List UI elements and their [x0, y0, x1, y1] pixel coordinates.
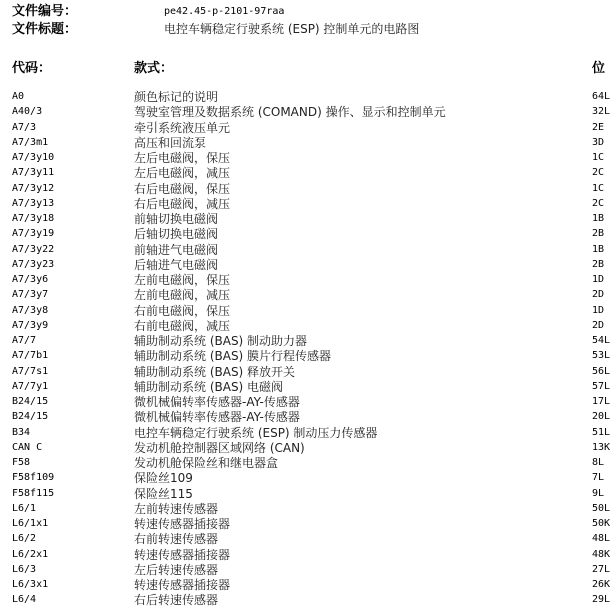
description-cell: 左前转速传感器	[134, 501, 219, 516]
code-cell: F58	[12, 457, 31, 468]
table-row	[0, 427, 608, 439]
description-cell: 转速传感器插接器	[134, 578, 231, 592]
code-cell: F58f115	[12, 487, 55, 499]
table-row	[0, 457, 608, 469]
code-cell: L6/4	[12, 594, 37, 606]
code-cell: A7/3y8	[12, 304, 49, 316]
table-row	[0, 289, 608, 301]
description-cell: 辅助制动系统 (BAS) 制动助力器	[134, 334, 308, 348]
position-cell: 17L	[592, 396, 610, 407]
position-cell: 7L	[592, 472, 605, 484]
description-cell: 辅助制动系统 (BAS) 释放开关	[134, 364, 296, 379]
position-cell: 13K	[592, 441, 610, 453]
table-row	[0, 442, 608, 454]
code-cell: L6/1x1	[12, 518, 49, 529]
code-cell: A7/3y7	[12, 289, 49, 301]
description-cell: 右前转速传感器	[134, 532, 219, 547]
position-cell: 50L	[592, 502, 610, 514]
code-cell: L6/1	[12, 502, 37, 514]
description-cell: 驾驶室管理及数据系统 (COMAND) 操作、显示和控制单元	[134, 105, 446, 120]
table-row	[0, 167, 608, 179]
code-cell: A7/3	[12, 121, 37, 133]
table-row	[0, 213, 608, 225]
table-row	[0, 320, 608, 332]
code-cell: A7/3y22	[12, 243, 55, 255]
description-cell: 左后电磁阀，减压	[134, 166, 231, 181]
position-cell: 27L	[592, 563, 610, 575]
table-row	[0, 518, 608, 530]
position-cell: 32L	[592, 106, 610, 118]
description-cell: 左前电磁阀，减压	[134, 288, 231, 303]
code-cell: L6/3x1	[12, 579, 49, 590]
position-cell: 51L	[592, 426, 610, 438]
description-cell: 发动机舱控制器区域网络 (CAN)	[134, 440, 305, 455]
position-cell: 2D	[592, 319, 605, 331]
column-header-position: 位	[592, 61, 606, 76]
position-cell: 2C	[592, 197, 605, 209]
table-row	[0, 350, 608, 362]
code-cell: F58f109	[12, 472, 55, 484]
doc-title-label: 文件标题：	[12, 22, 78, 37]
table-row	[0, 488, 608, 500]
description-cell: 微机械偏转率传感器-AY-传感器	[134, 395, 300, 409]
code-cell: A7/3y9	[12, 319, 49, 331]
column-header-description: 款式：	[134, 61, 174, 76]
doc-number-value: pe42.45-p-2101-97raa	[164, 6, 285, 17]
position-cell: 50K	[592, 518, 610, 529]
description-cell: 发动机舱保险丝和继电器盒	[134, 456, 279, 470]
position-cell: 57L	[592, 380, 610, 392]
table-row	[0, 335, 608, 347]
table-row	[0, 228, 608, 240]
code-cell: CAN C	[12, 441, 43, 453]
position-cell: 8L	[592, 457, 605, 468]
code-cell: A7/3y19	[12, 228, 55, 240]
code-cell: A7/7b1	[12, 350, 49, 362]
table-row	[0, 411, 608, 423]
code-cell: A40/3	[12, 106, 43, 118]
code-cell: A7/3y11	[12, 167, 55, 179]
description-cell: 右前电磁阀，减压	[134, 318, 231, 333]
table-row	[0, 183, 608, 195]
column-header-code: 代码：	[12, 61, 52, 76]
description-cell: 左前电磁阀，保压	[134, 273, 231, 287]
table-row	[0, 259, 608, 271]
code-cell: B34	[12, 426, 31, 438]
table-row	[0, 274, 608, 286]
code-cell: A7/3y6	[12, 274, 49, 285]
position-cell: 3D	[592, 136, 605, 148]
description-cell: 保险丝115	[134, 486, 193, 501]
table-row	[0, 122, 608, 134]
description-cell: 前轴切换电磁阀	[134, 212, 219, 226]
description-cell: 前轴进气电磁阀	[134, 242, 219, 257]
description-cell: 高压和回流泵	[134, 135, 207, 150]
description-cell: 左后电磁阀，保压	[134, 151, 231, 165]
code-cell: L6/2x1	[12, 548, 49, 560]
code-cell: A7/3y18	[12, 213, 55, 224]
table-row	[0, 366, 608, 378]
description-cell: 后轴切换电磁阀	[134, 227, 219, 242]
description-cell: 后轴进气电磁阀	[134, 257, 219, 272]
position-cell: 53L	[592, 350, 610, 362]
description-cell: 右前电磁阀，保压	[134, 303, 231, 318]
description-cell: 颜色标记的说明	[134, 90, 219, 104]
code-cell: L6/2	[12, 533, 37, 545]
table-row	[0, 91, 608, 103]
position-cell: 9L	[592, 487, 605, 499]
description-cell: 电控车辆稳定行驶系统 (ESP) 制动压力传感器	[134, 425, 378, 440]
code-cell: A7/7y1	[12, 380, 49, 392]
table-row	[0, 593, 610, 607]
table-row	[0, 106, 608, 118]
position-cell: 64L	[592, 91, 610, 102]
position-cell: 1B	[592, 213, 605, 224]
table-row	[0, 396, 608, 408]
code-cell: A7/3y13	[12, 197, 55, 209]
table-row	[0, 564, 608, 576]
code-cell: L6/3	[12, 563, 37, 575]
description-cell: 转速传感器插接器	[134, 547, 231, 562]
code-cell: A7/3y12	[12, 182, 55, 194]
table-row	[0, 305, 608, 317]
position-cell: 2B	[592, 258, 605, 270]
position-cell: 1B	[592, 243, 605, 255]
table-row	[0, 579, 608, 591]
code-cell: A7/7	[12, 335, 37, 346]
table-row	[0, 381, 608, 393]
position-cell: 2D	[592, 289, 605, 301]
table-row	[0, 198, 608, 210]
position-cell: 2C	[592, 167, 605, 179]
position-cell: 29L	[592, 594, 610, 606]
description-cell: 辅助制动系统 (BAS) 电磁阀	[134, 379, 284, 394]
position-cell: 48K	[592, 548, 610, 560]
position-cell: 2E	[592, 121, 605, 133]
doc-number-label: 文件编号：	[12, 4, 78, 19]
code-cell: A7/3y10	[12, 152, 55, 163]
doc-title-value: 电控车辆稳定行驶系统 (ESP) 控制单元的电路图	[164, 22, 420, 36]
position-cell: 48L	[592, 533, 610, 545]
description-cell: 保险丝109	[134, 471, 193, 486]
position-cell: 1C	[592, 152, 605, 163]
description-cell: 转速传感器插接器	[134, 517, 231, 531]
code-cell: A7/7s1	[12, 365, 49, 377]
description-cell: 左后转速传感器	[134, 562, 219, 577]
table-row	[0, 472, 608, 484]
position-cell: 56L	[592, 365, 610, 377]
description-cell: 微机械偏转率传感器-AY-传感器	[134, 410, 300, 425]
position-cell: 1D	[592, 274, 605, 285]
code-cell: A7/3m1	[12, 136, 49, 148]
position-cell: 2B	[592, 228, 605, 240]
table-row	[0, 533, 608, 545]
table-row	[0, 244, 608, 256]
code-cell: A7/3y23	[12, 258, 55, 270]
table-row	[0, 152, 608, 164]
position-cell: 1D	[592, 304, 605, 316]
table-row	[0, 549, 608, 561]
table-row	[0, 503, 608, 515]
description-cell: 右后电磁阀，保压	[134, 181, 231, 196]
position-cell: 20L	[592, 411, 610, 423]
position-cell: 1C	[592, 182, 605, 194]
table-row	[0, 137, 608, 149]
code-cell: A0	[12, 91, 25, 102]
description-cell: 右后电磁阀，减压	[134, 196, 231, 211]
description-cell: 牵引系统液压单元	[134, 120, 231, 135]
description-cell: 右后转速传感器	[134, 593, 219, 607]
description-cell: 辅助制动系统 (BAS) 膜片行程传感器	[134, 349, 332, 364]
position-cell: 26K	[592, 579, 610, 590]
code-cell: B24/15	[12, 411, 49, 423]
code-cell: B24/15	[12, 396, 49, 407]
position-cell: 54L	[592, 335, 610, 346]
